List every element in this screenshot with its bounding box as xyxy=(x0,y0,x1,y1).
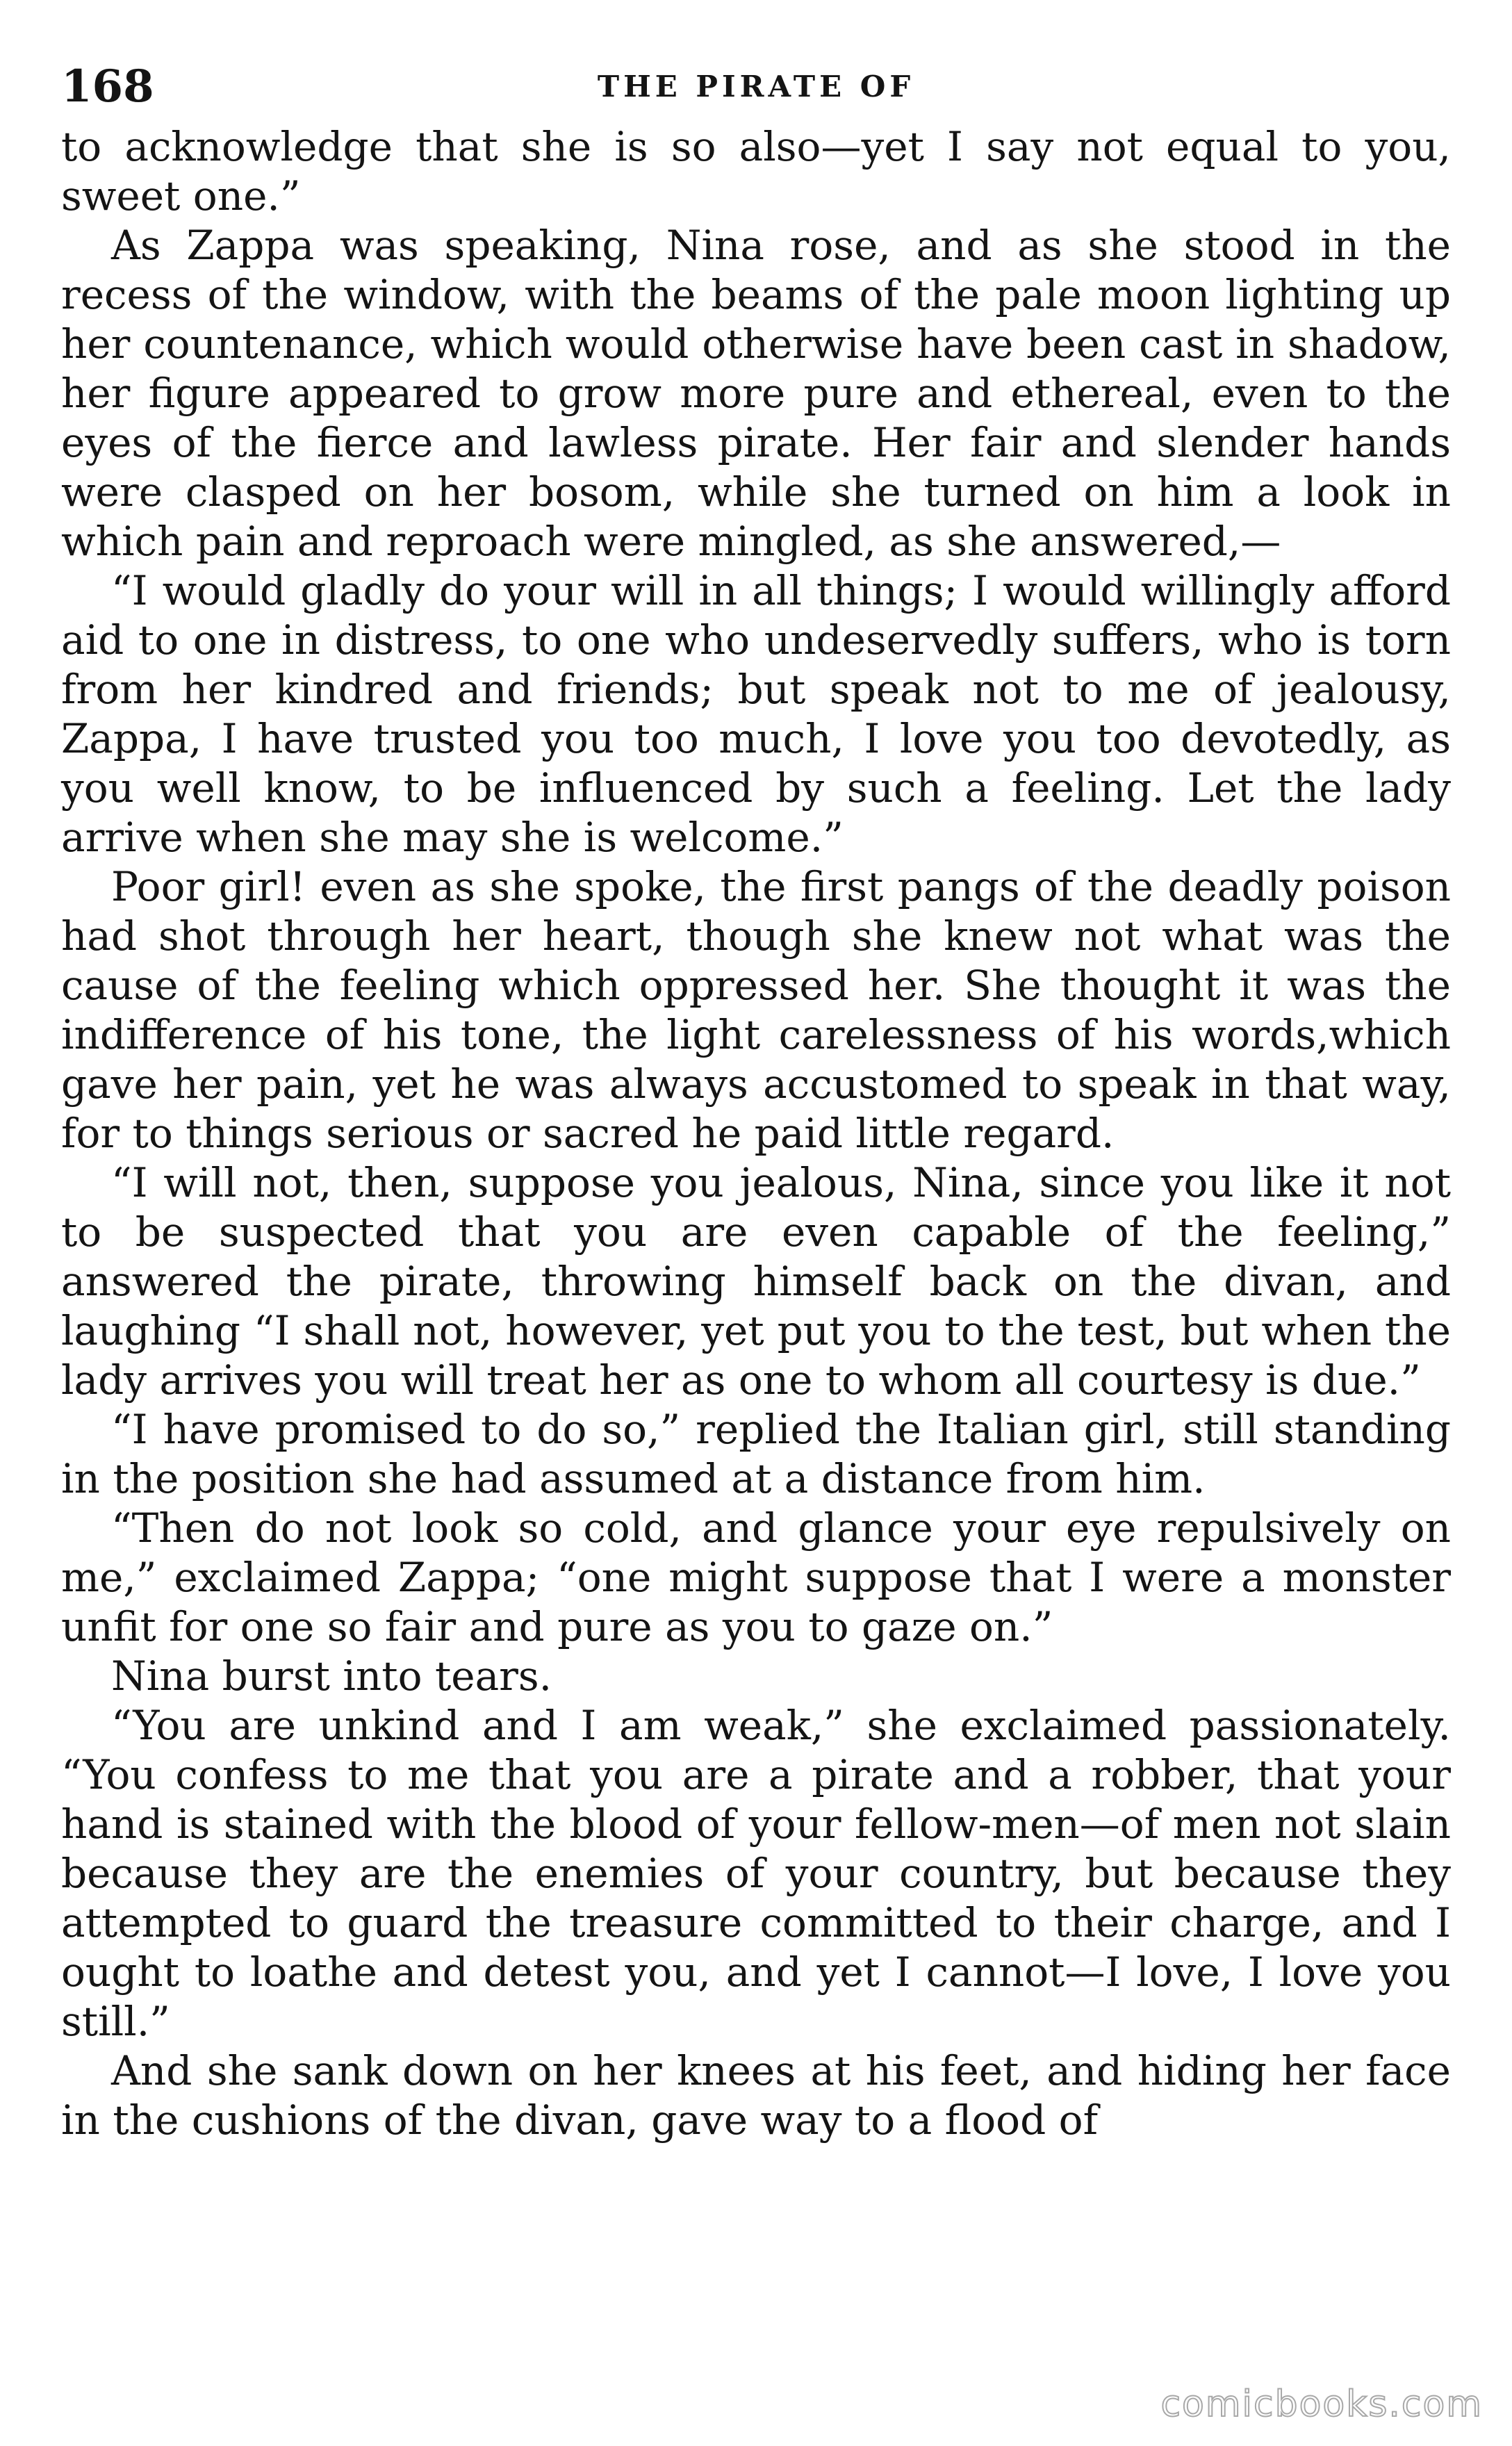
paragraph: Poor girl! even as she spoke, the first pangs of the deadly poison had shot through her heart, though she knew not what was the cause of the feeling which oppressed her. She thought it was the indifference of his tone, the light carelessness of his words,which gave her pain, yet he was always accustomed to speak in that way, for to things serious or sacred he paid little regard. xyxy=(61,863,1451,1157)
paragraph: Nina burst into tears. xyxy=(111,1652,552,1700)
body-text xyxy=(61,122,1451,2145)
page-header xyxy=(61,56,1451,118)
paragraph: And she sank down on her knees at his feet, and hiding her face in the cushions of the divan, gave way to a flood of xyxy=(61,2047,1451,2144)
watermark: comicbooks.com xyxy=(1160,2383,1483,2425)
running-head: THE PIRATE OF xyxy=(597,69,915,104)
paragraph: “I will not, then, suppose you jealous, Nina, since you like it not to be suspected that you are even capable of the feeling,” answered the pirate, throwing himself back on the divan, and laughing “I shall not, however, yet put you to the test, but when the lady arrives you will treat her as one to whom all courtesy is due.” xyxy=(61,1159,1451,1404)
paragraph: “Then do not look so cold, and glance your eye repulsively on me,” exclaimed Zappa; “one might suppose that I were a monster unfit for one so fair and pure as you to gaze on.” xyxy=(61,1504,1451,1650)
paragraph: “You are unkind and I am weak,” she exclaimed passionately. “You confess to me that you are a pirate and a robber, that your hand is stained with the blood of your fellow-men—of men not slain because they are the enemies of your country, but because they attempted to guard the treasure committed to their charge, and I ought to loathe and detest you, and yet I cannot—I love, I love you still.” xyxy=(61,1702,1451,2045)
book-page xyxy=(61,56,1451,2404)
paragraph: “I have promised to do so,” replied the Italian girl, still standing in the position she had assumed at a distance from him. xyxy=(61,1406,1451,1502)
paragraph: As Zappa was speaking, Nina rose, and as she stood in the recess of the window, with the beams of the pale moon lighting up her countenance, which would otherwise have been cast in shadow, her figure appeared to grow more pure and ethereal, even to the eyes of the fierce and lawless pirate. Her fair and slender hands were clasped on her bosom, while she turned on him a look in which pain and reproach were mingled, as she answered,— xyxy=(61,222,1451,565)
paragraph-continued: to acknowledge that she is so also—yet I say not equal to you, sweet one.” xyxy=(61,123,1451,220)
paragraph: “I would gladly do your will in all things; I would willingly afford aid to one in distress, to one who undeservedly suffers, who is torn from her kindred and friends; but speak not to me of jealousy, Zappa, I have trusted you too much, I love you too devotedly, as you well know, to be influenced by such a feeling. Let the lady arrive when she may she is welcome.” xyxy=(61,567,1451,861)
page-number: 168 xyxy=(61,60,154,113)
